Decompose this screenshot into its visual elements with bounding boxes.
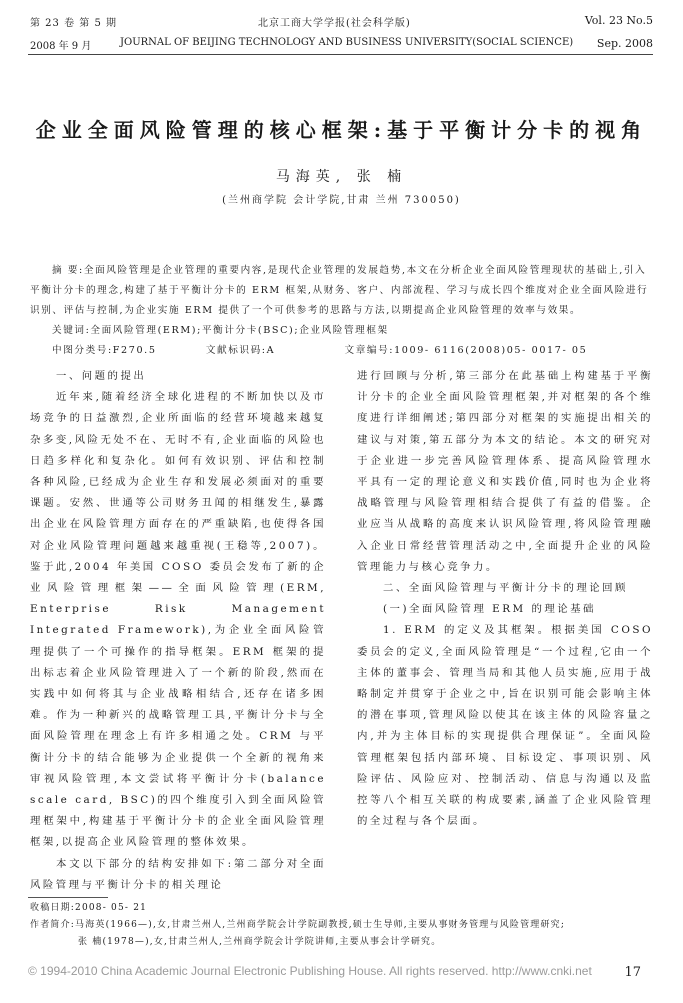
header-date-cn: 2008 年 9 月: [30, 41, 92, 52]
body-paragraph: 1. ERM 的定义及其框架。根据美国 COSO 委员会的定义,全面风险管理是“一个过程,它由一个主体的董事会、管理当局和其他人员实施,应用于战略制定并贯穿于企业之中,旨在识别可能会影响主体的潜在事项,管理风险以使其在该主体的风险容量之内,并为主体目标的实现提供合理保证”。全面风险管理框架包括内部环境、目标设定、事项识别、风险评估、风险应对、控制活动、信息与沟通以及监控等八个相互关联的构成要素,涵盖了企业风险管理的全过程与各个层面。: [357, 624, 653, 828]
body-right-column: [357, 366, 653, 866]
article-title: 企业全面风险管理的核心框架:基于平衡计分卡的视角: [35, 118, 648, 142]
header-date-en: Sep. 2008: [596, 37, 653, 50]
received-date: 收稿日期:2008- 05- 21: [30, 903, 148, 913]
body-left-column: [30, 366, 326, 891]
document-code: 文献标识码:A: [205, 345, 276, 356]
page-number: 17: [624, 965, 641, 980]
subsection-heading: (一)全面风险管理 ERM 的理论基础: [383, 603, 596, 616]
article-number: 文章编号:1009- 6116(2008)05- 0017- 05: [344, 345, 588, 356]
author-bio-1: 作者简介:马海英(1966—),女,甘肃兰州人,兰州商学院会计学院副教授,硕士生导师,主要从事财务管理与风险管理研究;: [30, 920, 566, 930]
body-paragraph: 本文以下部分的结构安排如下:第二部分对全面风险管理与平衡计分卡的相关理论: [30, 857, 326, 891]
section-heading: 一、问题的提出: [56, 370, 147, 382]
article-authors: 马海英, 张 楠: [275, 169, 408, 185]
header-volume-en: Vol. 23 No.5: [584, 14, 653, 27]
body-paragraph: 进行回顾与分析,第三部分在此基础上构建基于平衡计分卡的企业全面风险管理框架,并对框架的各个维度进行详细阐述;第四部分对框架的实施提出相关的建议与对策,第五部分为本文的结论。本文的研究对于企业进一步完善风险管理体系、提高风险管理水平具有一定的理论意义和实践价值,同时也为企业将战略管理与风险管理相结合提供了有益的借鉴。企业应当从战略的高度来认识风险管理,将风险管理融入企业日常经营管理活动之中,全面提升企业的风险管理能力与核心竞争力。: [357, 370, 653, 573]
classification-line: [30, 341, 655, 361]
abstract-block: [30, 261, 655, 361]
header-journal-cn: 北京工商大学学报(社会科学版): [258, 18, 411, 29]
header-journal-en: JOURNAL OF BEIJING TECHNOLOGY AND BUSINESS UNIVERSITY(SOCIAL SCIENCE): [120, 37, 574, 48]
copyright-watermark: © 1994-2010 China Academic Journal Electronic Publishing House. All rights reserved. http://www.cnki.net: [28, 964, 592, 978]
section-heading: 二、全面风险管理与平衡计分卡的理论回顾: [383, 582, 628, 595]
keywords: 关键词:全面风险管理(ERM);平衡计分卡(BSC);企业风险管理框架: [52, 325, 389, 336]
body-paragraph: 近年来,随着经济全球化进程的不断加快以及市场竞争的日益激烈,企业所面临的经营环境越来越复杂多变,风险无处不在、无时不有,企业面临的风险也日趋多样化和复杂化。如何有效识别、评估和控制各种风险,已经成为企业生存和发展必须面对的重要课题。安然、世通等公司财务丑闻的相继发生,暴露出企业在风险管理方面存在的严重缺陷,也使得各国对企业风险管理问题越来越重视(王稳等,2007)。鉴于此,2004 年美国 COSO 委员会发布了新的企业风险管理框架——全面风险管理(ERM, Enterprise Risk Management Integrated Framework),为企业全面风险管理提供了一个可操作的指导框架。ERM 框架的提出标志着企业风险管理进入了一个新的阶段,然而在实践中如何将其与企业战略相结合,还存在诸多困难。作为一种新兴的战略管理工具,平衡计分卡与全面风险管理在理念上有许多相通之处。CRM 与平衡计分卡的结合能够为企业提供一个全新的视角来审视风险管理,本文尝试将平衡计分卡(balance scale card, BSC)的四个维度引入到全面风险管理框架中,构建基于平衡计分卡的企业全面风险管理框架,以提高企业风险管理的整体效果。: [30, 391, 326, 849]
abstract-text: 摘 要:全面风险管理是企业管理的重要内容,是现代企业管理的发展趋势,本文在分析企业全面风险管理现状的基础上,引入平衡计分卡的理念,构建了基于平衡计分卡的 ERM 框架,从财务、客户、内部流程、学习与成长四个维度对企业全面风险进行识别、评估与控制,为企业实施 ERM 提供了一个可供参考的思路与方法,以期提高企业风险管理的效率与效果。: [30, 265, 649, 316]
footnotes: [30, 900, 650, 951]
classification-number: 中图分类号:F270.5: [52, 345, 157, 356]
header-volume-cn: 第 23 卷 第 5 期: [30, 18, 117, 29]
author-bio-2: 张 楠(1978—),女,甘肃兰州人,兰州商学院会计学院讲师,主要从事会计学研究。: [78, 937, 442, 947]
footnote-rule: [28, 897, 108, 898]
header-rule: [28, 54, 653, 55]
author-affiliation: (兰州商学院 会计学院,甘肃 兰州 730050): [222, 195, 461, 206]
